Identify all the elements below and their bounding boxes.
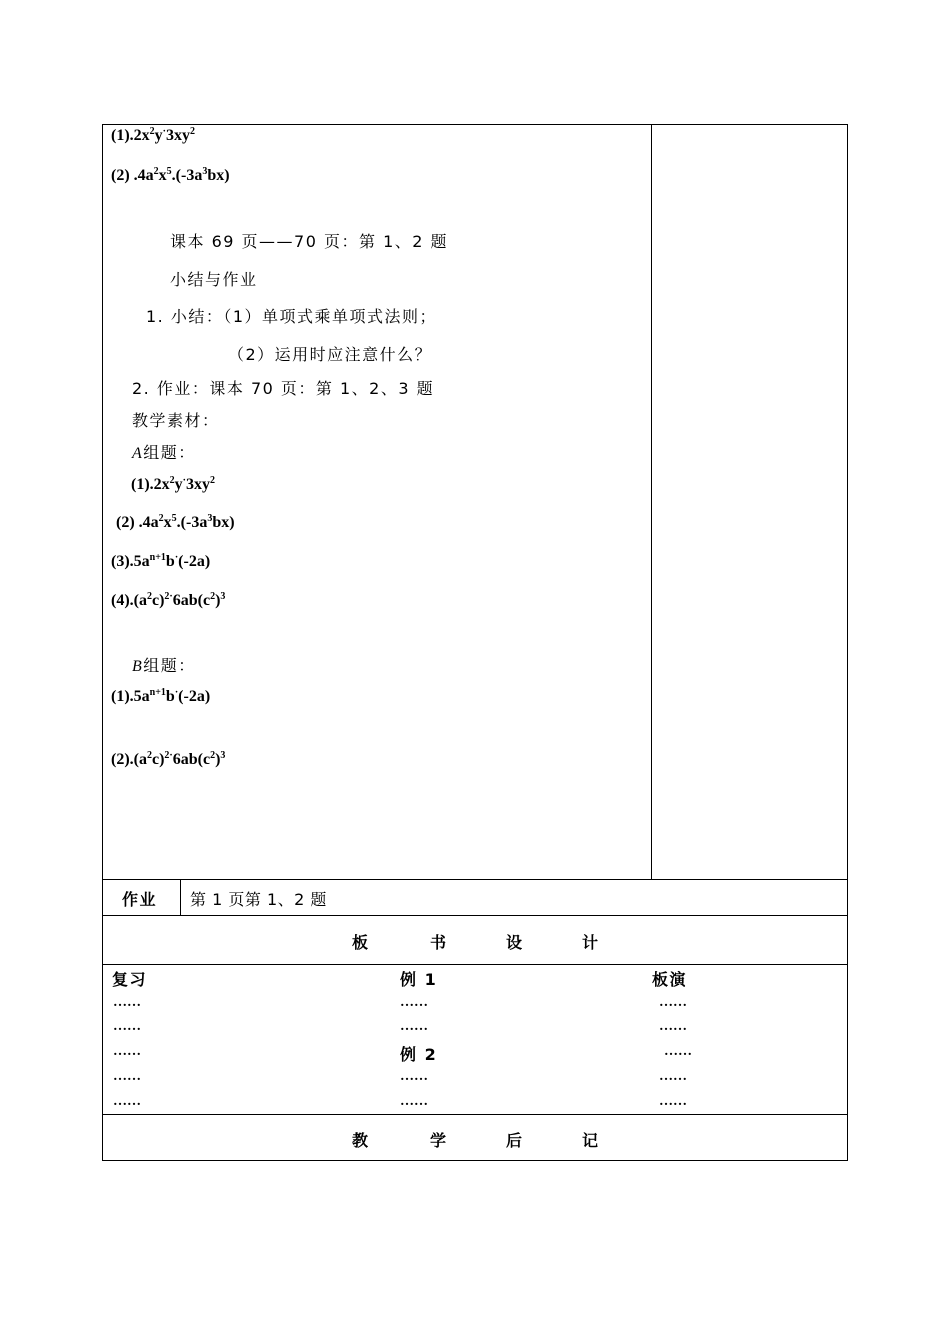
homework-line: 2. 作业：课本 70 页：第 1、2、3 题 <box>132 379 435 398</box>
group-b-item-2: $(2).(a^2c)^{2\cdot}6ab(c^2)^3$ <box>111 750 226 768</box>
textbook-exercise-line: 课本 69 页——70 页：第 1、2 题 <box>170 232 449 251</box>
board-col-demo-header: 板演 <box>652 970 688 989</box>
board-demo-ellipsis-3: …… <box>664 1044 692 1059</box>
group-a-item-4: $(4).(a^2c)^{2\cdot}6ab(c^2)^3$ <box>111 591 226 609</box>
board-demo-ellipsis-4: …… <box>659 1069 687 1084</box>
top-exercise-2: (2) $.4a^2x^5.(-3a^3bx)$ <box>111 166 230 184</box>
board-example-ellipsis-3: …… <box>400 1069 428 1084</box>
board-example-ellipsis-4: …… <box>400 1094 428 1109</box>
board-demo-ellipsis-2: …… <box>659 1019 687 1034</box>
summary-heading: 小结与作业 <box>170 270 258 289</box>
group-b-label: B组题： <box>132 656 196 675</box>
board-design-title-1: 板 <box>352 933 370 952</box>
homework-row-label: 作业 <box>122 890 158 909</box>
board-example-ellipsis-1: …… <box>400 995 428 1010</box>
homework-row-top-border <box>102 879 848 880</box>
board-review-ellipsis-4: …… <box>113 1069 141 1084</box>
board-design-title-2: 书 <box>430 933 448 952</box>
homework-label-divider <box>180 879 181 915</box>
board-example-ellipsis-2: …… <box>400 1019 428 1034</box>
group-b-item-1: $(1).5a^{n+1}b^\cdot(-2a)$ <box>111 687 211 705</box>
table-top-border <box>102 124 848 125</box>
group-a-item-1: $(1).2x^2y^\cdot 3xy^2$ <box>131 475 215 493</box>
board-example-2-header: 例 2 <box>400 1045 438 1064</box>
homework-row-value: 第 1 页第 1、2 题 <box>190 890 327 909</box>
group-a-item-3: $(3).5a^{n+1}b^\cdot(-2a)$ <box>111 552 211 570</box>
board-review-ellipsis-1: …… <box>113 995 141 1010</box>
board-review-ellipsis-3: …… <box>113 1044 141 1059</box>
board-demo-ellipsis-5: …… <box>659 1094 687 1109</box>
table-bottom-border <box>102 1160 848 1161</box>
material-label: 教学素材： <box>132 411 220 430</box>
reflection-top-border <box>102 1114 848 1115</box>
group-a-item-2: (2) $.4a^2x^5.(-3a^3bx)$ <box>116 513 235 531</box>
board-design-title-4: 计 <box>582 933 600 952</box>
right-notes-column-border <box>651 124 652 879</box>
board-col-review-header: 复习 <box>112 970 148 989</box>
reflection-title-2: 学 <box>430 1131 448 1150</box>
board-col-example-header: 例 1 <box>400 970 438 989</box>
reflection-title-3: 后 <box>506 1131 524 1150</box>
reflection-title-4: 记 <box>582 1131 600 1150</box>
summary-item-1: 1. 小结：（1）单项式乘单项式法则； <box>146 307 438 326</box>
board-review-ellipsis-2: …… <box>113 1019 141 1034</box>
summary-item-1b: （2）运用时应注意什么？ <box>228 345 433 364</box>
board-title-top-border <box>102 915 848 916</box>
group-a-label: A组题： <box>132 443 196 462</box>
board-design-title-3: 设 <box>506 933 524 952</box>
board-content-top-border <box>102 964 848 965</box>
reflection-title-1: 教 <box>352 1131 370 1150</box>
board-demo-ellipsis-1: …… <box>659 995 687 1010</box>
top-exercise-1: $(1).2x^2y^\cdot 3xy^2$ <box>111 126 195 144</box>
board-review-ellipsis-5: …… <box>113 1094 141 1109</box>
